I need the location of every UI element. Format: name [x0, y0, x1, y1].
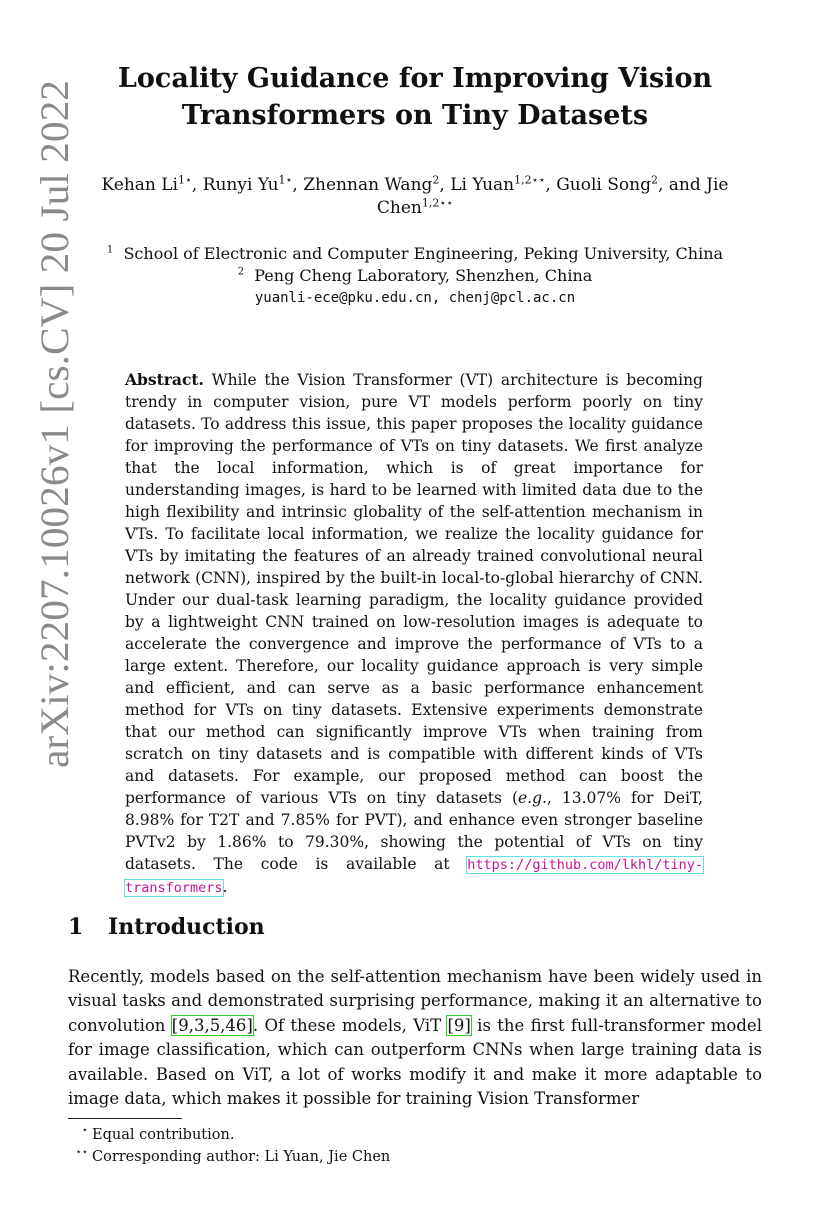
footnote-text: Corresponding author: Li Yuan, Jie Chen [92, 1149, 391, 1165]
section-heading [68, 912, 265, 942]
author-line-1: Kehan $Li^{1⋆}$, Runyi $Yu^{1⋆}$, Zhennan Wang$^2$, Li Yuan$^{1,2⋆⋆}$, Guoli Song$^2$, and Jie [101, 173, 729, 195]
title-line-1: Locality Guidance for Improving Vision [117, 63, 713, 94]
author-name: Guoli Song [556, 175, 651, 195]
section-number: 1 [68, 914, 84, 940]
citation-link[interactable]: [9,3,5,46] [171, 1015, 253, 1035]
title-line-2: Transformers on Tiny Datasets [181, 100, 649, 131]
author-name: Li Yuan [450, 175, 515, 195]
footnotes [68, 1124, 762, 1168]
affiliation-1 [80, 243, 750, 265]
author-affil-mark: 1⋆ [177, 173, 192, 187]
author-list [70, 174, 760, 220]
author-affil-mark: 2 [650, 173, 658, 187]
affiliation-text: Peng Cheng Laboratory, Shenzhen, China [254, 266, 593, 285]
author-name: Runyi Yu [202, 175, 279, 195]
intro-paragraph: Recently, models based on the self-attention mechanism have been widely used in visual tasks and demonstrated surprising performance, making it an alternative to convolution [9,3,5,46]. Of these models, ViT [9] is the first full-transformer model for image classification, which can outperform CNNs when large training data is available. Based on ViT, a lot of works modify it and make it more adaptable to image data, which makes it possible for training Vision Transformer [68, 967, 762, 1109]
author-name: Zhennan Wang [303, 175, 433, 195]
code-repo-link[interactable]: https://github.com/lkhl/tiny-transformers [125, 857, 703, 896]
paper-title [90, 60, 740, 134]
author-affil-mark: 1⋆ [278, 173, 293, 187]
author-affil-mark: 1,2⋆⋆ [514, 173, 546, 187]
abstract-eg: e.g. [518, 789, 547, 807]
abstract-label: Abstract. [125, 370, 204, 389]
abstract: Abstract. While the Vision Transformer (VT) architecture is becoming trendy in computer vision, pure VT models perform poorly on tiny datasets. To address this issue, this paper proposes the locality guidance for improving the performance of VTs on tiny datasets. We first analyze that the local information, which is of great importance for understanding images, is hard to be learned with limited data due to the high flexibility and intrinsic globality of the self-attention mechanism in VTs. To facilitate local information, we realize the locality guidance for VTs by imitating the features of an already trained convolutional neural network (CNN), inspired by the built-in local-to-global hierarchy of CNN. Under our dual-task learning paradigm, the locality guidance provided by a lightweight CNN trained on low-resolution images is adequate to accelerate the convergence and improve the performance of VTs to a large extent. Therefore, our locality guidance approach is very simple and efficient, and can serve as a basic performance enhancement method for VTs on tiny datasets. Extensive experiments demonstrate that our method can significantly improve VTs when training from scratch on tiny datasets and is compatible with different kinds of VTs and datasets. For example, our proposed method can boost the performance of various VTs on tiny datasets (e.g., 13.07% for DeiT, 8.98% for T2T and 7.85% for PVT), and enhance even stronger baseline PVTv2 by 1.86% to 79.30%, showing the potential of VTs on tiny datasets. The code is available at https://github.com/lkhl/tiny-transformers. [125, 370, 703, 896]
citation-link[interactable]: [9] [447, 1015, 471, 1035]
footnote-1: ⋆ Equal contribution. [81, 1125, 235, 1143]
footnote-text: Equal contribution. [92, 1127, 235, 1143]
affiliation-text: School of Electronic and Computer Engineering, Peking University, China [123, 244, 724, 263]
footnote-2: ⋆⋆ Corresponding author: Li Yuan, Jie Chen [75, 1147, 391, 1165]
author-affil-mark: 1,2⋆⋆ [421, 196, 454, 210]
author-affil-mark: 2 [432, 173, 440, 187]
author-name: Chen [376, 198, 422, 218]
author-line-2 [70, 197, 760, 220]
affiliation-2 [80, 265, 750, 287]
affiliation-mark: 2 [237, 266, 245, 278]
author-name: Kehan Li [101, 175, 178, 195]
contact-emails[interactable]: yuanli-ece@pku.edu.cn, chenj@pcl.ac.cn [254, 290, 576, 306]
footnote-rule [68, 1118, 182, 1119]
abstract-text: While the Vision Transformer (VT) architecture is becoming trendy in computer vision, pure VT models perform poorly on tiny datasets. To address this issue, this paper proposes the locality guidance for improving the performance of VTs on tiny datasets. We first analyze that the local information, which is of great importance for understanding images, is hard to be learned with limited data due to the high flexibility and intrinsic globality of the self-attention mechanism in VTs. To facilitate local information, we realize the locality guidance for VTs by imitating the features of an already trained convolutional neural network (CNN), inspired by the built-in local-to-global hierarchy of CNN. Under our dual-task learning paradigm, the locality guidance provided by a lightweight CNN trained on low-resolution images is adequate to accelerate the convergence and improve the performance of VTs to a large extent. Therefore, our locality guidance approach is very simple and efficient, and can serve as a basic performance enhancement method for VTs on tiny datasets. Extensive experiments demonstrate that our method can significantly improve VTs when training from scratch on tiny datasets and is compatible with different kinds of VTs and datasets. For example, our proposed method can boost the performance of various VTs on tiny datasets ( [125, 371, 703, 807]
affiliation-mark: 1 [106, 244, 114, 256]
abstract-text-cont: , 13.07% for DeiT, 8.98% for T2T and 7.85% for PVT), and enhance even stronger baseline PVTv2 by 1.86% to 79.30%, showing the potential of VTs on tiny datasets. The code is available at [125, 789, 703, 873]
arxiv-identifier: arXiv:2207.10026v1 [cs.CV] 20 Jul 2022 [32, 103, 77, 768]
section-title: Introduction [108, 914, 265, 940]
